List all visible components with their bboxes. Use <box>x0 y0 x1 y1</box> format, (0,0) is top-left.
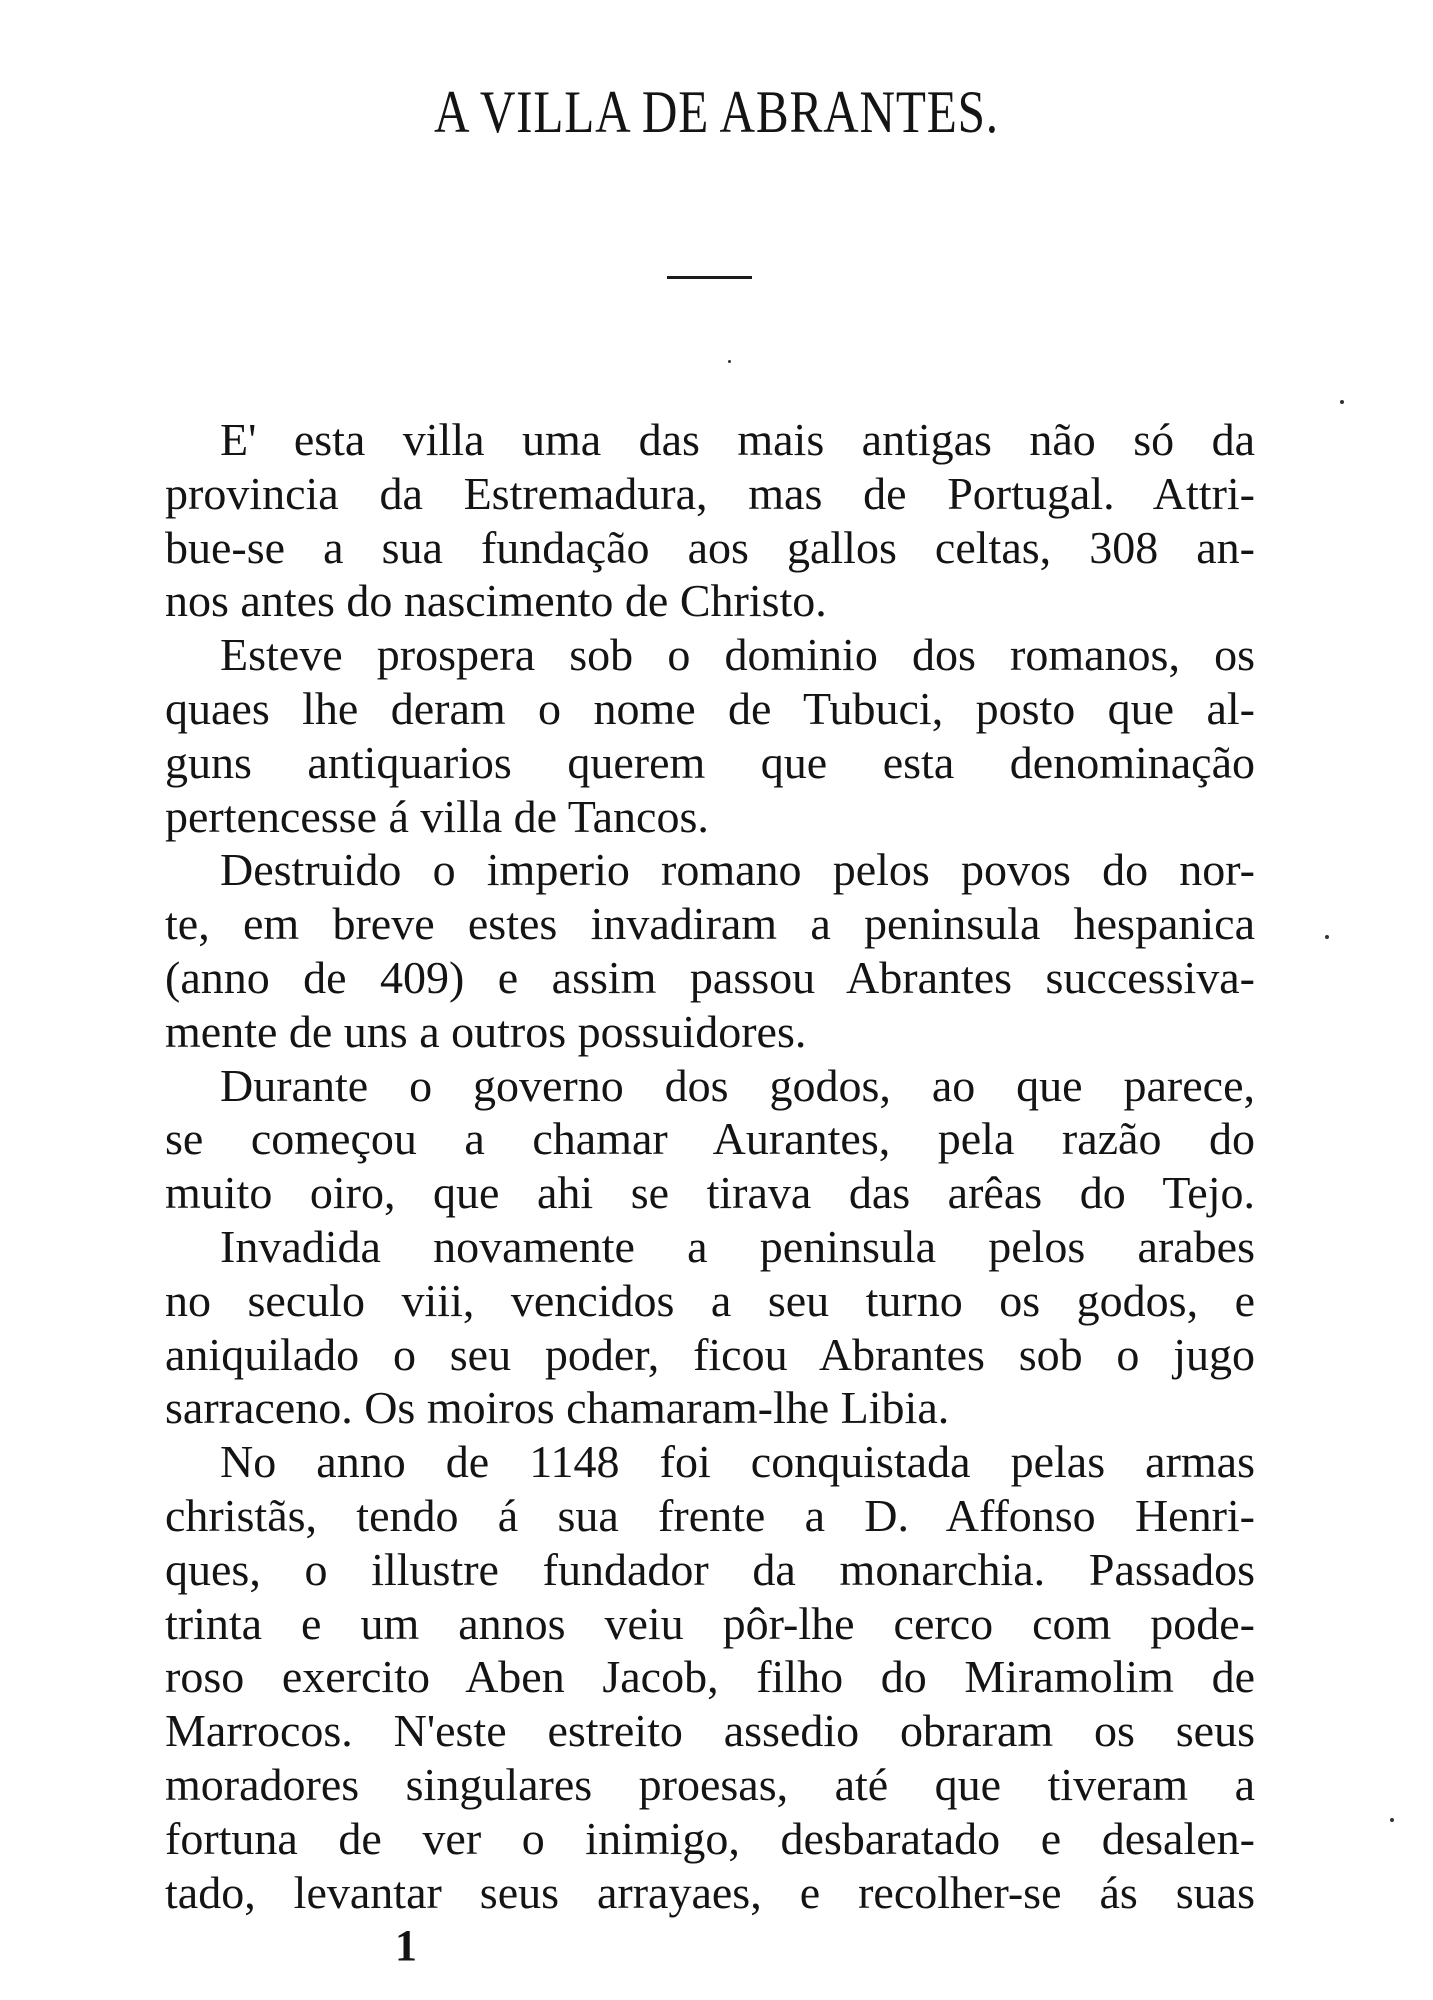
text-line: quaes lhe deram o nome de Tubuci, posto que al- <box>165 682 1255 734</box>
text-line: Marrocos. N'este estreito assedio obraram os seus <box>165 1705 1255 1757</box>
text-line: Durante o governo dos godos, ao que parece, <box>220 1059 1255 1111</box>
text-line: pertencesse á villa de Tancos. <box>165 790 709 842</box>
text-line: nos antes do nascimento de Christo. <box>165 575 827 627</box>
text-line: aniquilado o seu poder, ficou Abrantes sob o jugo <box>165 1328 1255 1380</box>
text-line: Invadida novamente a peninsula pelos arabes <box>220 1220 1255 1272</box>
body-text <box>165 413 1255 1919</box>
text-line: roso exercito Aben Jacob, filho do Miramolim de <box>165 1651 1255 1703</box>
text-line: christãs, tendo á sua frente a D. Affonso Henri- <box>165 1489 1255 1541</box>
text-line: te, em breve estes invadiram a peninsula hespanica <box>165 898 1255 950</box>
text-line: Destruido o imperio romano pelos povos do nor- <box>220 844 1255 896</box>
text-line: tado, levantar seus arrayaes, e recolher-se ás suas <box>165 1866 1255 1918</box>
text-line: bue-se a sua fundação aos gallos celtas, 308 an- <box>165 521 1255 573</box>
ink-speck <box>1340 400 1344 404</box>
ink-speck <box>728 360 731 363</box>
text-line: guns antiquarios querem que esta denominação <box>165 736 1255 788</box>
ink-speck <box>1390 1818 1394 1822</box>
text-line: muito oiro, que ahi se tirava das arêas do Tejo. <box>165 1167 1255 1219</box>
signature-mark: 1 <box>395 1921 417 1970</box>
text-line: fortuna de ver o inimigo, desbaratado e desalen- <box>165 1812 1255 1864</box>
text-line: mente de uns a outros possuidores. <box>165 1005 807 1057</box>
text-line: E' esta villa uma das mais antigas não só da <box>220 414 1255 465</box>
text-line: trinta e um annos veiu pôr-lhe cerco com pode- <box>165 1597 1255 1649</box>
text-line: Esteve prospera sob o dominio dos romanos, os <box>220 629 1255 681</box>
text-line: se começou a chamar Aurantes, pela razão do <box>165 1113 1255 1165</box>
text-line: no seculo viii, vencidos a seu turno os godos, e <box>165 1274 1255 1326</box>
text-line: No anno de 1148 foi conquistada pelas armas <box>220 1436 1255 1488</box>
text-line: provincia da Estremadura, mas de Portugal. Attri- <box>165 467 1255 519</box>
title-rule-divider <box>667 276 752 279</box>
text-line: (anno de 409) e assim passou Abrantes successiva- <box>165 951 1255 1003</box>
text-line: moradores singulares proesas, até que tiveram a <box>165 1758 1255 1810</box>
page-title: A VILLA DE ABRANTES. <box>433 79 999 145</box>
ink-speck <box>1325 935 1329 939</box>
text-line: ques, o illustre fundador da monarchia. Passados <box>165 1543 1255 1595</box>
text-line: sarraceno. Os moiros chamaram-lhe Libia. <box>165 1382 950 1434</box>
